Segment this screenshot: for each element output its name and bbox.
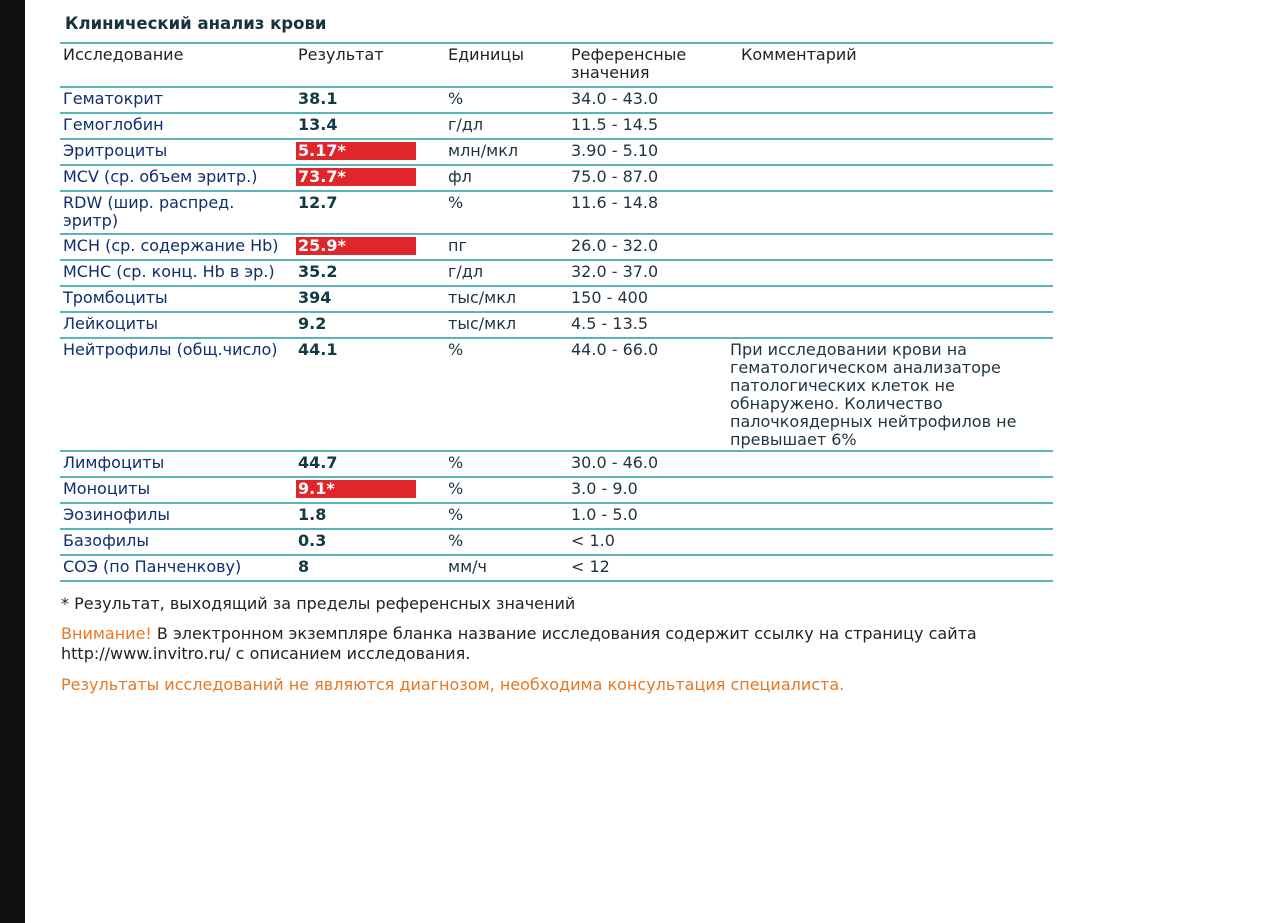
- units-value: тыс/мкл: [448, 314, 517, 333]
- result-value: 13.4: [298, 115, 338, 134]
- table-row: [60, 452, 1053, 478]
- test-link[interactable]: Нейтрофилы (общ.число): [63, 340, 278, 359]
- reference-value: < 12: [571, 557, 610, 576]
- table-header: [60, 44, 1053, 88]
- reference-value: 3.90 - 5.10: [571, 141, 659, 160]
- units-value: %: [448, 89, 464, 108]
- units-value: млн/мкл: [448, 141, 519, 160]
- result-value-flagged: 25.9*: [296, 237, 416, 255]
- test-link[interactable]: Эозинофилы: [63, 505, 171, 524]
- units-value: %: [448, 193, 464, 212]
- header-result: Результат: [298, 45, 384, 64]
- test-link[interactable]: RDW (шир. распред. эритр): [63, 193, 235, 230]
- attention-label: Внимание!: [61, 624, 152, 643]
- result-value: 35.2: [298, 262, 338, 281]
- table-row: [60, 192, 1053, 235]
- test-link[interactable]: Базофилы: [63, 531, 150, 550]
- disclaimer: Результаты исследований не являются диагнозом, необходима консультация специалиста.: [61, 675, 845, 694]
- attention-text: В электронном экземпляре бланка название исследования содержит ссылку на страницу сайта http://www.invitro.ru/ с описанием исследования.: [61, 624, 977, 663]
- result-value: 44.7: [298, 453, 338, 472]
- result-value-flagged: 73.7*: [296, 168, 416, 186]
- table-row: [60, 166, 1053, 192]
- table-row: [60, 339, 1053, 452]
- reference-value: 30.0 - 46.0: [571, 453, 659, 472]
- units-value: г/дл: [448, 115, 484, 134]
- page-title: Клинический анализ крови: [65, 14, 327, 33]
- reference-value: 11.5 - 14.5: [571, 115, 659, 134]
- reference-value: < 1.0: [571, 531, 615, 550]
- reference-value: 3.0 - 9.0: [571, 479, 638, 498]
- table-row: [60, 261, 1053, 287]
- reference-value: 26.0 - 32.0: [571, 236, 659, 255]
- test-link[interactable]: Эритроциты: [63, 141, 168, 160]
- units-value: %: [448, 531, 464, 550]
- reference-value: 75.0 - 87.0: [571, 167, 659, 186]
- report-page: [25, 0, 1280, 923]
- table-row: [60, 140, 1053, 166]
- result-value: 44.1: [298, 340, 338, 359]
- table-row: [60, 504, 1053, 530]
- test-link[interactable]: MCV (ср. объем эритр.): [63, 167, 258, 186]
- result-value-flagged: 9.1*: [296, 480, 416, 498]
- table-row: [60, 313, 1053, 339]
- table-row: [60, 88, 1053, 114]
- test-link[interactable]: MCH (ср. содержание Hb): [63, 236, 279, 255]
- units-value: пг: [448, 236, 467, 255]
- header-name: Исследование: [63, 45, 184, 64]
- out-of-range-note: * Результат, выходящий за пределы референсных значений: [61, 594, 576, 613]
- result-value-flagged: 5.17*: [296, 142, 416, 160]
- units-value: %: [448, 505, 464, 524]
- units-value: %: [448, 479, 464, 498]
- test-link[interactable]: Лейкоциты: [63, 314, 158, 333]
- table-row: [60, 478, 1053, 504]
- result-value: 38.1: [298, 89, 338, 108]
- units-value: фл: [448, 167, 472, 186]
- results-table: [60, 42, 1053, 582]
- units-value: %: [448, 340, 464, 359]
- table-row: [60, 235, 1053, 261]
- units-value: %: [448, 453, 464, 472]
- attention-note: [61, 624, 981, 664]
- units-value: тыс/мкл: [448, 288, 517, 307]
- units-value: мм/ч: [448, 557, 487, 576]
- header-units: Единицы: [448, 45, 524, 64]
- reference-value: 1.0 - 5.0: [571, 505, 638, 524]
- result-value: 12.7: [298, 193, 338, 212]
- comment-text: При исследовании крови на гематологическом анализаторе патологических клеток не обнаружено. Количество палочкоядерных нейтрофилов не превышает 6%: [730, 340, 1017, 449]
- result-value: 8: [298, 557, 310, 576]
- reference-value: 34.0 - 43.0: [571, 89, 659, 108]
- table-row: [60, 556, 1053, 582]
- test-link[interactable]: Гематокрит: [63, 89, 164, 108]
- result-value: 0.3: [298, 531, 327, 550]
- reference-value: 4.5 - 13.5: [571, 314, 649, 333]
- test-link[interactable]: Лимфоциты: [63, 453, 165, 472]
- result-value: 1.8: [298, 505, 327, 524]
- result-value: 9.2: [298, 314, 327, 333]
- header-reference: Референсные значения: [571, 45, 687, 82]
- table-row: [60, 287, 1053, 313]
- reference-value: 44.0 - 66.0: [571, 340, 659, 359]
- test-link[interactable]: Гемоглобин: [63, 115, 164, 134]
- units-value: г/дл: [448, 262, 484, 281]
- test-link[interactable]: СОЭ (по Панченкову): [63, 557, 242, 576]
- reference-value: 32.0 - 37.0: [571, 262, 659, 281]
- test-link[interactable]: MCHC (ср. конц. Hb в эр.): [63, 262, 275, 281]
- reference-value: 11.6 - 14.8: [571, 193, 659, 212]
- test-link[interactable]: Тромбоциты: [63, 288, 168, 307]
- header-comment: Комментарий: [741, 45, 857, 64]
- table-row: [60, 114, 1053, 140]
- result-value: 394: [298, 288, 332, 307]
- test-link[interactable]: Моноциты: [63, 479, 151, 498]
- table-row: [60, 530, 1053, 556]
- reference-value: 150 - 400: [571, 288, 649, 307]
